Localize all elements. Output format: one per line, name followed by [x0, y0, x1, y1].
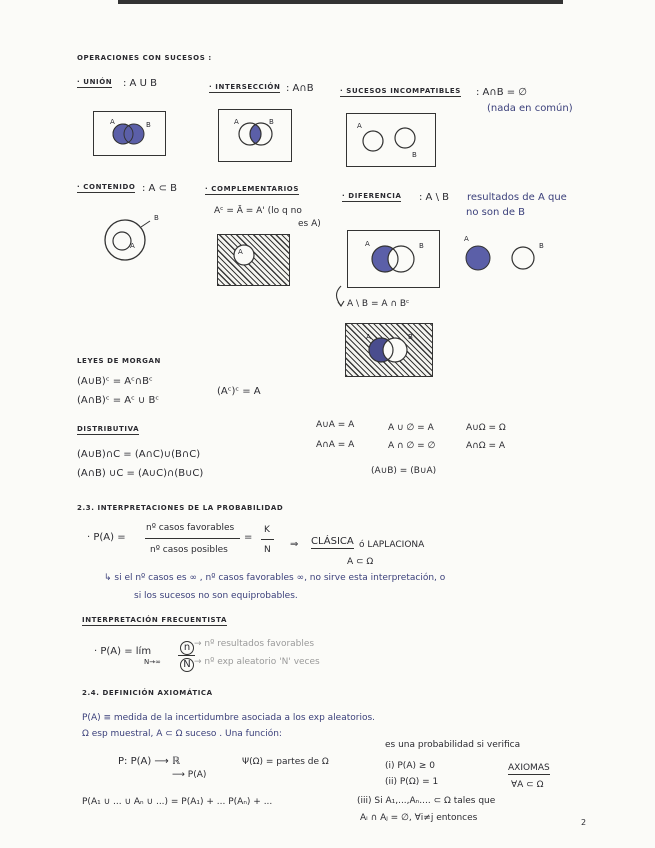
union-label: · UNIÓN: [77, 78, 113, 86]
classic-k: K: [264, 525, 270, 535]
contenido-venn: [100, 210, 170, 270]
fraction-bar: [261, 539, 274, 540]
axiomatic-definition: P(A) ≡ medida de la incertidumbre asociada a los exp aleatorios.: [82, 713, 376, 723]
union-formula: : A U B: [123, 78, 157, 89]
interseccion-label: · INTERSECCIÓN: [209, 83, 281, 91]
classic-numerator: nº casos favorables: [146, 523, 235, 533]
clasica-label: CLÁSICA: [311, 536, 354, 547]
venn-label-a: A: [464, 235, 469, 243]
identity-intersect-empty: A ∩ ∅ = ∅: [388, 441, 436, 451]
classic-equals: =: [244, 532, 253, 543]
classic-limitation: ↳ si el nº casos es ∞ , nº casos favorables ∞, no sirve esta interpretación, o: [104, 573, 446, 583]
venn-label-a: A: [366, 333, 371, 341]
fraction-bar: [178, 655, 195, 656]
morgan-title: LEYES DE MORGAN: [77, 357, 161, 365]
identity-intersect-omega: A∩Ω = A: [466, 441, 506, 451]
big-n-circle: N: [180, 658, 194, 672]
contenido-formula: : A ⊂ B: [142, 183, 177, 194]
identity-union-self: A∪A = A: [316, 420, 355, 430]
morgan-law-2: (A∩B)ᶜ = Aᶜ ∪ Bᶜ: [77, 395, 160, 406]
venn-label-b: B: [539, 242, 544, 250]
sample-space-line: Ω esp muestral, A ⊂ Ω suceso . Una función:: [82, 729, 282, 739]
function-map: P: P(A) ⟶ ℝ: [118, 756, 180, 767]
forall-subset: ∀A ⊂ Ω: [511, 780, 544, 790]
complementarios-label: · COMPLEMENTARIOS: [205, 185, 299, 193]
morgan-law-3: (Aᶜ)ᶜ = A: [217, 386, 261, 397]
union-venn: [93, 111, 166, 156]
diferencia-separate-circles: [460, 236, 555, 281]
distributiva-law-2: (A∩B) ∪C = (A∪C)∩(B∪C): [77, 468, 204, 479]
favorable-note: → nº resultados favorables: [194, 639, 315, 649]
frecuentista-title: INTERPRETACIÓN FRECUENTISTA: [82, 616, 228, 624]
diferencia-note-cont: no son de B: [466, 207, 526, 218]
classic-n: N: [264, 545, 271, 555]
page-title: OPERACIONES CON SUCESOS :: [77, 54, 212, 62]
venn-label-b: B: [146, 121, 151, 129]
identity-commutative: (A∪B) = (B∪A): [371, 466, 437, 476]
venn-label-b: B: [154, 214, 159, 222]
complementarios-formula: Aᶜ = Ā = A' (lo q no: [214, 206, 302, 216]
diferencia-label: · DIFERENCIA: [342, 192, 402, 200]
diferencia-note: resultados de A que: [467, 192, 567, 203]
subset-note: A ⊂ Ω: [347, 557, 374, 567]
function-map-cont: ⟶ P(A): [172, 770, 207, 780]
interseccion-venn: [218, 109, 292, 162]
morgan-law-1: (A∪B)ᶜ = Aᶜ∩Bᶜ: [77, 376, 153, 387]
complementario-venn: [217, 234, 290, 286]
identity-union-omega: A∪Ω = Ω: [466, 423, 506, 433]
complementarios-formula-cont: es A): [298, 219, 321, 229]
venn-label-a: A: [110, 118, 115, 126]
interseccion-formula: : A∩B: [286, 83, 314, 94]
diferencia-identity: A \ B = A ∩ Bᶜ: [347, 299, 410, 309]
identity-union-empty: A ∪ ∅ = A: [388, 423, 434, 433]
power-set: Ψ(Ω) = partes de Ω: [242, 757, 329, 767]
axiom-3: (iii) Si A₁,...,Aₙ.... ⊂ Ω tales que: [357, 796, 496, 806]
venn-label-a: A: [238, 248, 243, 256]
laplaciona-label: ó LAPLACIONA: [359, 540, 425, 550]
venn-label-b: B: [408, 333, 413, 341]
axiom-2: (ii) P(Ω) = 1: [385, 777, 439, 787]
axiom-3-cont: Aᵢ ∩ Aⱼ = ∅, ∀i≠j entonces: [360, 813, 478, 823]
venn-label-a: A: [357, 122, 362, 130]
venn-label-a: A: [365, 240, 370, 248]
venn-label-a: A: [234, 118, 239, 126]
classic-denominator: nº casos posibles: [150, 545, 228, 555]
venn-label-b: B: [419, 242, 424, 250]
probability-verifies: es una probabilidad si verifica: [385, 740, 521, 750]
venn-label-a: A: [130, 242, 135, 250]
experiment-note: → nº exp aleatorio 'N' veces: [194, 657, 320, 667]
frecuentista-formula: · P(A) = lím: [94, 646, 152, 657]
diferencia-complement-venn: [345, 323, 433, 377]
distributiva-law-1: (A∪B)∩C = (A∩C)∪(B∩C): [77, 449, 201, 460]
fraction-bar: [145, 538, 240, 539]
venn-label-b: B: [269, 118, 274, 126]
n-circle: n: [180, 641, 194, 655]
identity-intersect-self: A∩A = A: [316, 440, 355, 450]
section-24-title: 2.4. DEFINICIÓN AXIOMÁTICA: [82, 689, 213, 697]
top-edge: [118, 0, 563, 4]
incompatibles-label: · SUCESOS INCOMPATIBLES: [340, 87, 461, 95]
axiom-1: (i) P(A) ≥ 0: [385, 761, 435, 771]
incompatibles-note: (nada en común): [487, 103, 573, 114]
diferencia-formula: : A \ B: [419, 192, 449, 203]
classic-limitation-cont: si los sucesos no son equiprobables.: [134, 591, 298, 601]
classic-pa: · P(A) =: [87, 532, 126, 543]
incompatibles-venn: [346, 113, 436, 167]
implies-arrow: ⇒: [290, 539, 299, 550]
page-number: 2: [581, 818, 587, 827]
venn-label-b: B: [412, 151, 417, 159]
sigma-additivity: P(A₁ ∪ ... ∪ Aₙ ∪ ...) = P(A₁) + ... P(Aₙ) + ...: [82, 797, 273, 807]
incompatibles-formula: : A∩B = ∅: [476, 87, 528, 98]
contenido-label: · CONTENIDO: [77, 183, 136, 191]
limit-subscript: N→∞: [144, 658, 161, 666]
distributiva-title: DISTRIBUTIVA: [77, 425, 140, 433]
axiomas-label: AXIOMAS: [508, 763, 550, 773]
section-23-title: 2.3. INTERPRETACIONES DE LA PROBABILIDAD: [77, 504, 284, 512]
diferencia-venn: [347, 230, 440, 288]
